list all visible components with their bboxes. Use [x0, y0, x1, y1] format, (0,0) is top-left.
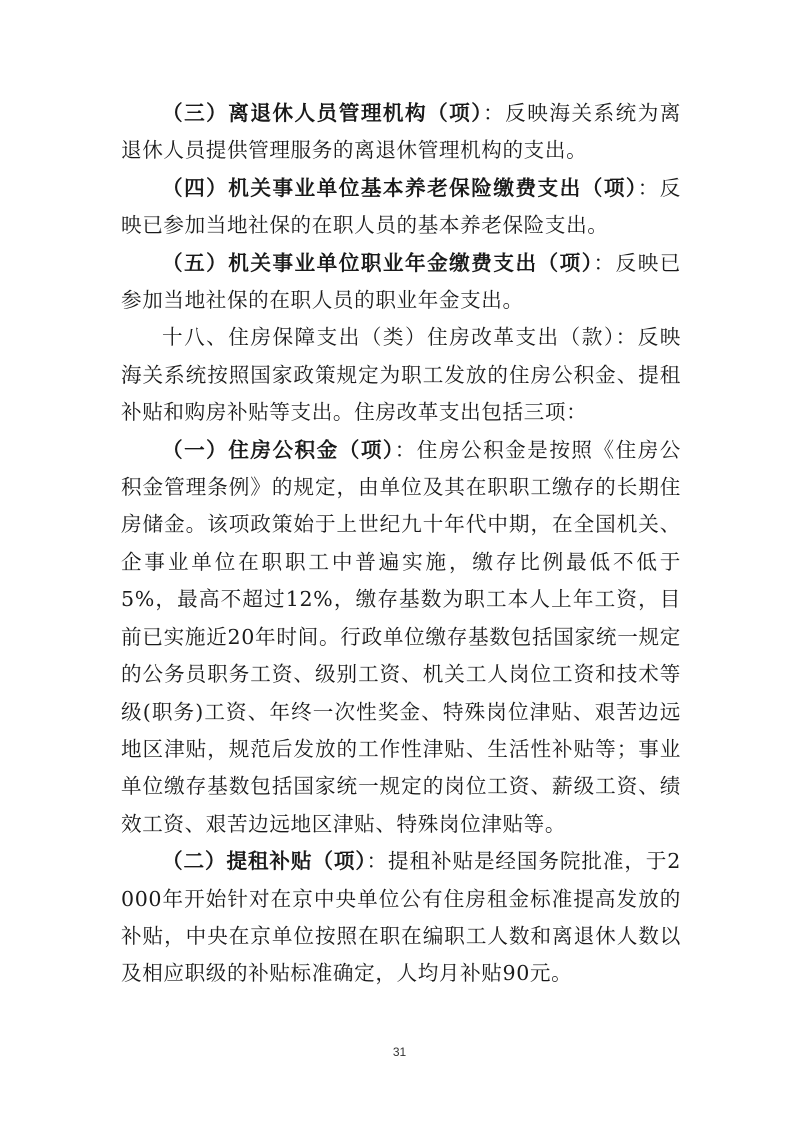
paragraph-heading: （一）住房公积金（项）: [162, 437, 395, 462]
paragraph-heading: （二）提租补贴（项）: [162, 849, 367, 874]
paragraph-heading: （五）机关事业单位职业年金缴费支出（项）: [162, 250, 594, 275]
paragraph-text: ：提租补贴是经国务院批准，于2000年开始针对在京中央单位公有住房租金标准提高发放的补贴，中央在京单位按照在职在编职工人数和离退休人数以及相应职级的补贴标准确定，人均月补贴90元。: [121, 849, 681, 986]
paragraph-heading: （三）离退休人员管理机构（项）: [162, 101, 484, 125]
paragraph-heading: （四）机关事业单位基本养老保险缴费支出（项）: [162, 175, 638, 200]
paragraph-basic-pension: [121, 170, 681, 245]
paragraph-text: ：反映已参加当地社保的在职人员的基本养老保险支出。: [121, 175, 681, 238]
paragraph-text: ：反映已参加当地社保的在职人员的职业年金支出。: [121, 250, 681, 313]
paragraph-text: 十八、住房保障支出（类）住房改革支出（款）：反映海关系统按照国家政策规定为职工发放的住房公积金、提租补贴和购房补贴等支出。住房改革支出包括三项：: [121, 325, 681, 425]
paragraph-occupational-annuity: [121, 245, 681, 320]
paragraph-rent-subsidy: [121, 843, 681, 993]
page-number: 31: [392, 1045, 407, 1059]
document-body: [121, 95, 681, 993]
paragraph-text: ：住房公积金是按照《住房公积金管理条例》的规定，由单位及其在职职工缴存的长期住房储金。该项政策始于上世纪九十年代中期，在全国机关、企事业单位在职职工中普遍实施，缴存比例最低不低于5%，最高不超过12%，缴存基数为职工本人上年工资，目前已实施近20年时间。行政单位缴存基数包括国家统一规定的公务员职务工资、级别工资、机关工人岗位工资和技术等级(职务)工资、年终一次性奖金、特殊岗位津贴、艰苦边远地区津贴，规范后发放的工作性津贴、生活性补贴等；事业单位缴存基数包括国家统一规定的岗位工资、薪级工资、绩效工资、艰苦边远地区津贴、特殊岗位津贴等。: [121, 437, 681, 836]
paragraph-housing-provident-fund: [121, 432, 681, 843]
paragraph-text: ：反映海关系统为离退休人员提供管理服务的离退休管理机构的支出。: [121, 101, 682, 163]
paragraph-housing-security: [121, 319, 681, 431]
paragraph-retiree-management: [121, 95, 681, 170]
